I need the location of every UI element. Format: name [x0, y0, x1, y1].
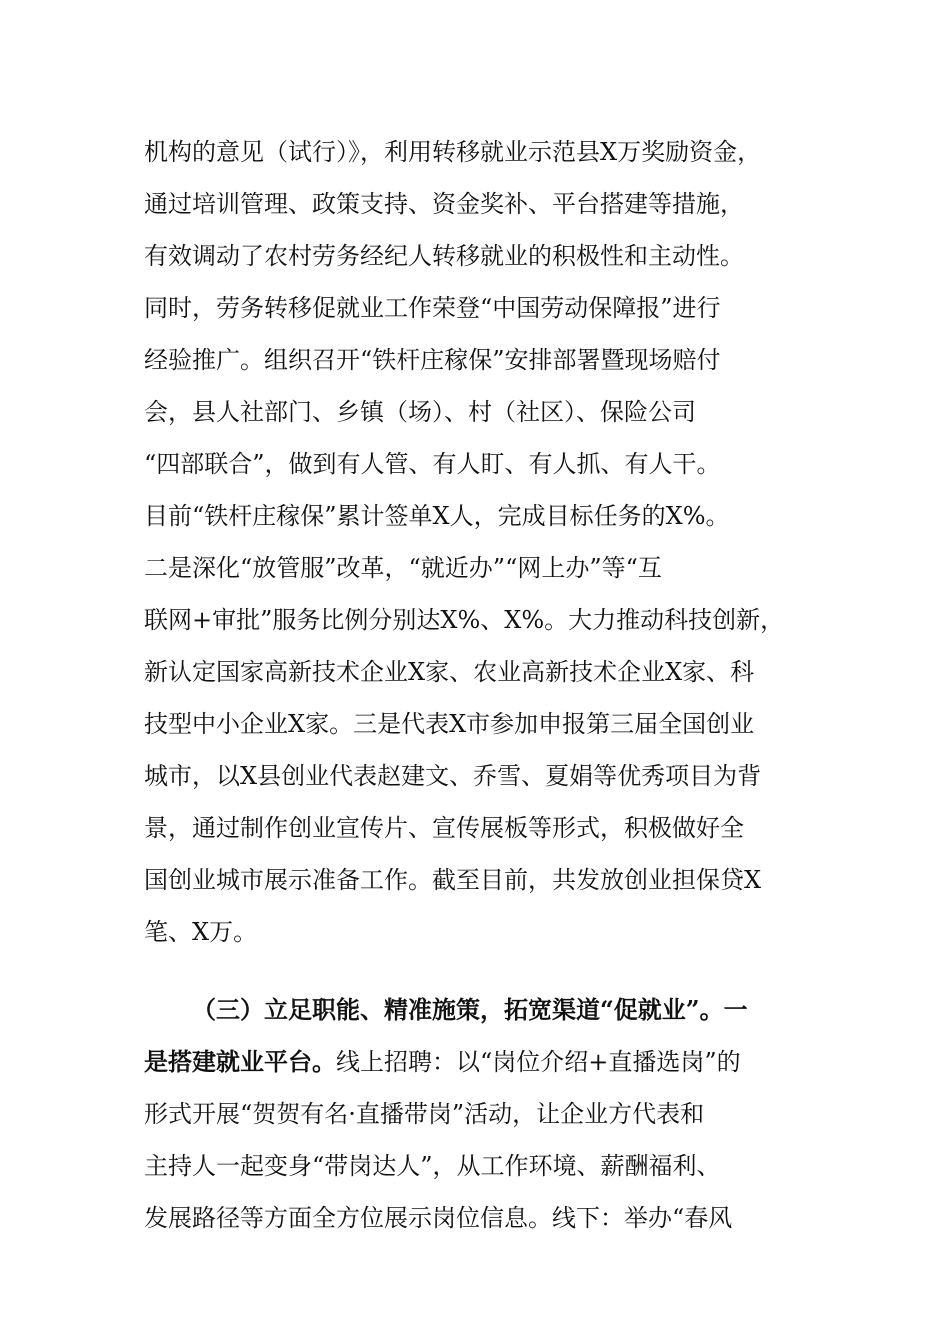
paragraph-line: 机构的意见（试行）》，利用转移就业示范县X万奖励资金， [144, 138, 762, 166]
paragraph-line: 新认定国家高新技术企业X家、农业高新技术企业X家、科 [144, 658, 755, 686]
paragraph-line: 景，通过制作创业宣传片、宣传展板等形式，积极做好全 [144, 814, 744, 842]
paragraph-line: 同时，劳务转移促就业工作荣登“中国劳动保障报”进行 [144, 294, 721, 322]
paragraph-line: 通过培训管理、政策支持、资金奖补、平台搭建等措施， [144, 190, 744, 218]
paragraph-line: 主持人一起变身“带岗达人”，从工作环境、薪酬福利、 [144, 1152, 721, 1180]
paragraph-line: 会，县人社部门、乡镇（场）、村（社区）、保险公司 [144, 398, 696, 426]
paragraph-line: “四部联合”，做到有人管、有人盯、有人抓、有人干。 [144, 450, 721, 478]
paragraph-line: 城市，以X县创业代表赵建文、乔雪、夏娟等优秀项目为背 [144, 762, 762, 790]
paragraph-line: 技型中小企业X家。三是代表X市参加申报第三届全国创业 [144, 710, 755, 738]
paragraph-line: 目前“铁杆庄稼保”累计签单X人，完成目标任务的X%。 [144, 502, 730, 530]
paragraph-line: 发展路径等方面全方位展示岗位信息。线下：举办“春风 [144, 1204, 733, 1232]
paragraph-line: 联网+审批”服务比例分别达X%、X%。大力推动科技创新， [144, 606, 785, 634]
bold-lead-text: 是搭建就业平台。 [144, 1047, 336, 1076]
line-continuation: 线上招聘：以“岗位介绍+直播选岗”的 [336, 1048, 741, 1076]
paragraph-line: 形式开展“贺贺有名·直播带岗”活动，让企业方代表和 [144, 1100, 705, 1128]
paragraph-line: 二是深化“放管服”改革，“就近办”“网上办”等“互 [144, 554, 662, 582]
section-heading: （三）立足职能、精准施策，拓宽渠道“促就业”。一 [192, 995, 748, 1024]
paragraph-line: 国创业城市展示准备工作。截至目前，共发放创业担保贷X [144, 866, 762, 894]
paragraph-line [144, 1042, 814, 1082]
paragraph-line: 有效调动了农村劳务经纪人转移就业的积极性和主动性。 [144, 242, 744, 270]
paragraph-line: 笔、X万。 [144, 918, 258, 946]
paragraph-line: 经验推广。组织召开“铁杆庄稼保”安排部署暨现场赔付 [144, 346, 721, 374]
